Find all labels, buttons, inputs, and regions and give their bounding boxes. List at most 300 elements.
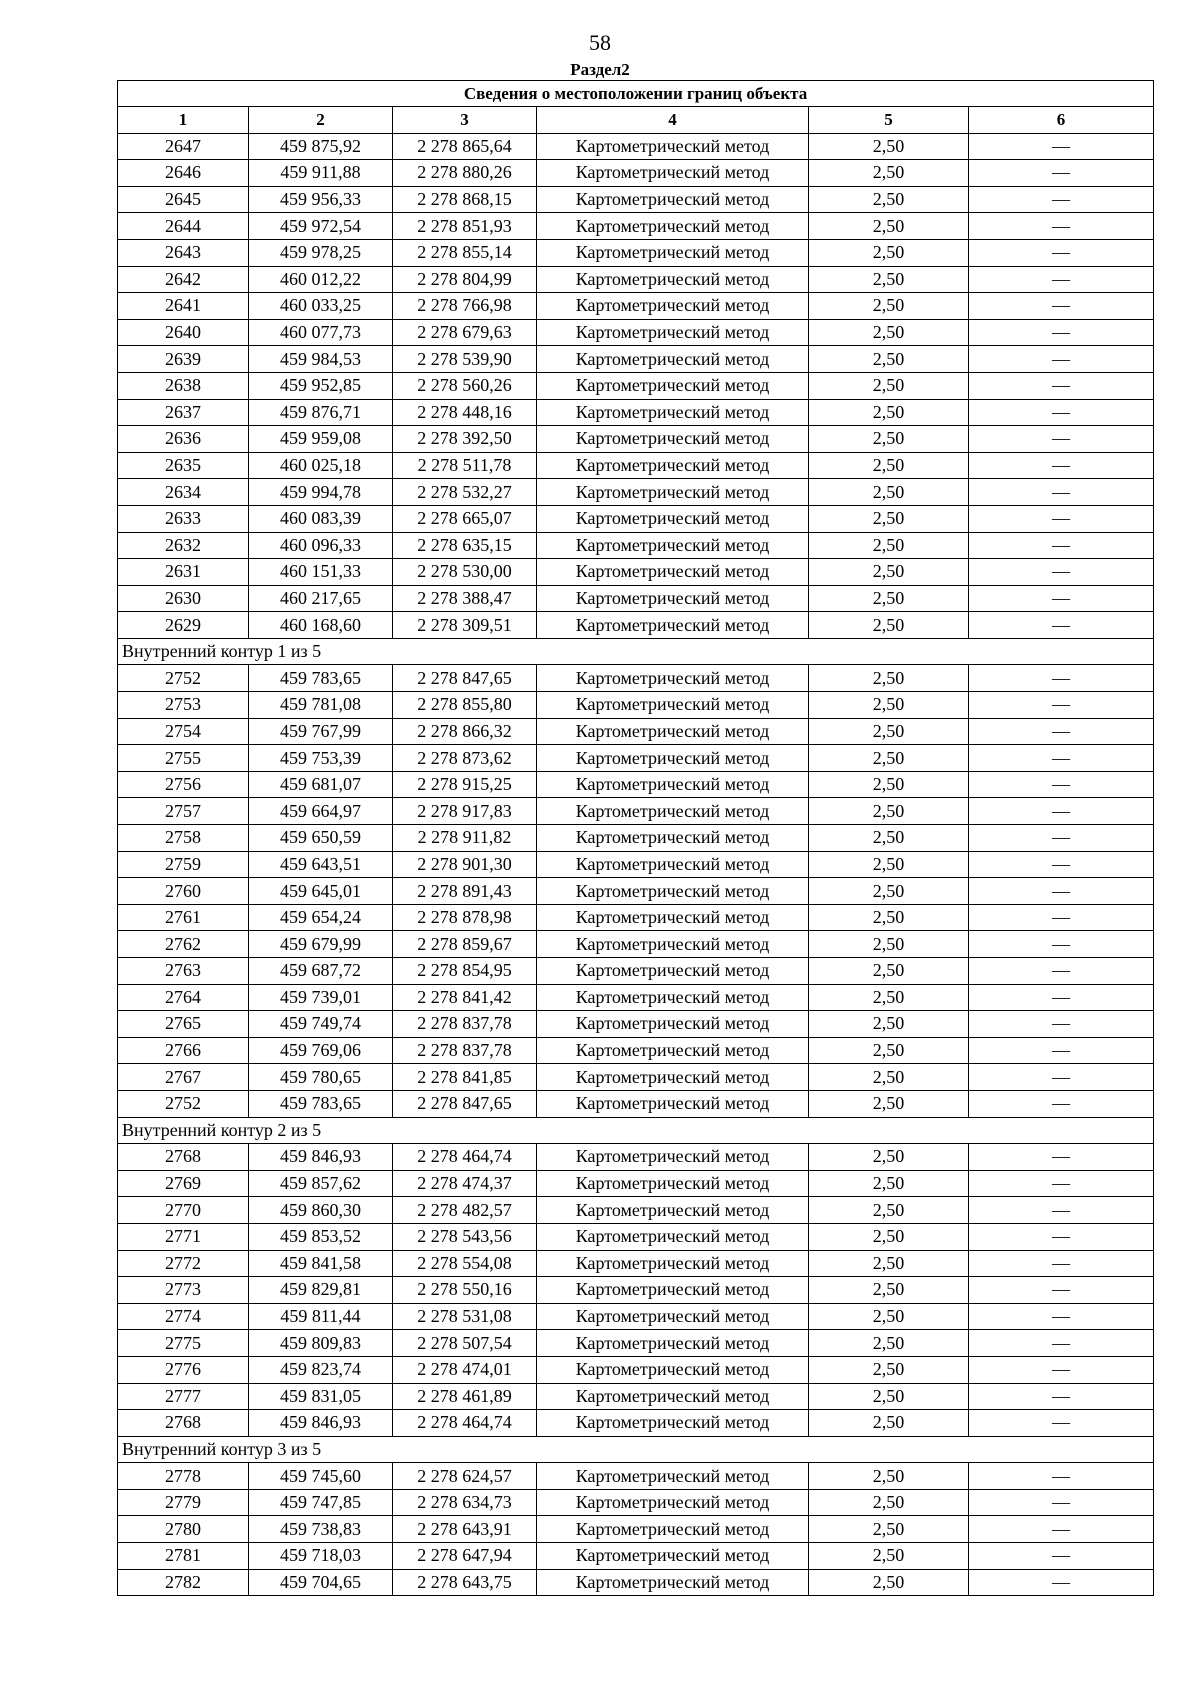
table-row [118,878,1154,905]
description-cell: — [969,825,1154,852]
y-coordinate-cell: 2 278 482,57 [393,1197,537,1224]
table-row [118,771,1154,798]
method-cell: Картометрический метод [537,1170,809,1197]
point-number-cell: 2777 [118,1383,249,1410]
y-coordinate-cell: 2 278 841,42 [393,984,537,1011]
y-coordinate-cell: 2 278 560,26 [393,372,537,399]
table-row [118,745,1154,772]
accuracy-cell: 2,50 [809,984,969,1011]
method-cell: Картометрический метод [537,1516,809,1543]
x-coordinate-cell: 459 857,62 [249,1170,393,1197]
y-coordinate-cell: 2 278 643,75 [393,1569,537,1596]
y-coordinate-cell: 2 278 766,98 [393,293,537,320]
accuracy-cell: 2,50 [809,1250,969,1277]
x-coordinate-cell: 459 952,85 [249,372,393,399]
method-cell: Картометрический метод [537,559,809,586]
y-coordinate-cell: 2 278 851,93 [393,213,537,240]
accuracy-cell: 2,50 [809,319,969,346]
table-row [118,372,1154,399]
point-number-cell: 2766 [118,1037,249,1064]
contour-header-row [118,1117,1154,1144]
accuracy-cell: 2,50 [809,585,969,612]
accuracy-cell: 2,50 [809,825,969,852]
y-coordinate-cell: 2 278 647,94 [393,1543,537,1570]
x-coordinate-cell: 459 829,81 [249,1277,393,1304]
description-cell: — [969,692,1154,719]
accuracy-cell: 2,50 [809,878,969,905]
x-coordinate-cell: 459 767,99 [249,718,393,745]
point-number-cell: 2629 [118,612,249,639]
description-cell: — [969,1197,1154,1224]
method-cell: Картометрический метод [537,133,809,160]
accuracy-cell: 2,50 [809,293,969,320]
accuracy-cell: 2,50 [809,1090,969,1117]
method-cell: Картометрический метод [537,612,809,639]
table-row [118,399,1154,426]
boundary-coordinates-table [117,80,1154,1596]
method-cell: Картометрический метод [537,239,809,266]
x-coordinate-cell: 459 841,58 [249,1250,393,1277]
accuracy-cell: 2,50 [809,1303,969,1330]
description-cell: — [969,213,1154,240]
contour-label: Внутренний контур 1 из 5 [118,638,1154,665]
table-row [118,798,1154,825]
x-coordinate-cell: 459 875,92 [249,133,393,160]
x-coordinate-cell: 459 650,59 [249,825,393,852]
description-cell: — [969,1064,1154,1091]
accuracy-cell: 2,50 [809,160,969,187]
accuracy-cell: 2,50 [809,931,969,958]
description-cell: — [969,612,1154,639]
x-coordinate-cell: 459 747,85 [249,1489,393,1516]
accuracy-cell: 2,50 [809,186,969,213]
description-cell: — [969,160,1154,187]
description-cell: — [969,559,1154,586]
y-coordinate-cell: 2 278 624,57 [393,1463,537,1490]
table-row [118,1144,1154,1171]
y-coordinate-cell: 2 278 847,65 [393,1090,537,1117]
point-number-cell: 2759 [118,851,249,878]
accuracy-cell: 2,50 [809,239,969,266]
description-cell: — [969,1223,1154,1250]
table-row [118,239,1154,266]
y-coordinate-cell: 2 278 543,56 [393,1223,537,1250]
method-cell: Картометрический метод [537,878,809,905]
description-cell: — [969,984,1154,1011]
column-number: 4 [537,107,809,134]
method-cell: Картометрический метод [537,479,809,506]
table-row [118,213,1154,240]
y-coordinate-cell: 2 278 531,08 [393,1303,537,1330]
x-coordinate-cell: 459 860,30 [249,1197,393,1224]
x-coordinate-cell: 459 687,72 [249,958,393,985]
column-number: 1 [118,107,249,134]
description-cell: — [969,1277,1154,1304]
table-row [118,1037,1154,1064]
point-number-cell: 2768 [118,1410,249,1437]
column-number: 2 [249,107,393,134]
y-coordinate-cell: 2 278 507,54 [393,1330,537,1357]
method-cell: Картометрический метод [537,1011,809,1038]
method-cell: Картометрический метод [537,1064,809,1091]
x-coordinate-cell: 459 738,83 [249,1516,393,1543]
accuracy-cell: 2,50 [809,1330,969,1357]
description-cell: — [969,1303,1154,1330]
x-coordinate-cell: 459 831,05 [249,1383,393,1410]
description-cell: — [969,1569,1154,1596]
method-cell: Картометрический метод [537,1356,809,1383]
description-cell: — [969,1037,1154,1064]
x-coordinate-cell: 459 679,99 [249,931,393,958]
x-coordinate-cell: 460 012,22 [249,266,393,293]
x-coordinate-cell: 459 972,54 [249,213,393,240]
description-cell: — [969,452,1154,479]
accuracy-cell: 2,50 [809,1463,969,1490]
description-cell: — [969,958,1154,985]
y-coordinate-cell: 2 278 679,63 [393,319,537,346]
y-coordinate-cell: 2 278 474,37 [393,1170,537,1197]
point-number-cell: 2764 [118,984,249,1011]
point-number-cell: 2782 [118,1569,249,1596]
y-coordinate-cell: 2 278 859,67 [393,931,537,958]
accuracy-cell: 2,50 [809,745,969,772]
y-coordinate-cell: 2 278 847,65 [393,665,537,692]
point-number-cell: 2776 [118,1356,249,1383]
y-coordinate-cell: 2 278 868,15 [393,186,537,213]
table-caption: Сведения о местоположении границ объекта [118,81,1154,107]
accuracy-cell: 2,50 [809,718,969,745]
description-cell: — [969,372,1154,399]
method-cell: Картометрический метод [537,771,809,798]
description-cell: — [969,399,1154,426]
point-number-cell: 2632 [118,532,249,559]
x-coordinate-cell: 459 811,44 [249,1303,393,1330]
table-row [118,532,1154,559]
column-number: 3 [393,107,537,134]
method-cell: Картометрический метод [537,1037,809,1064]
description-cell: — [969,479,1154,506]
description-cell: — [969,585,1154,612]
point-number-cell: 2760 [118,878,249,905]
point-number-cell: 2778 [118,1463,249,1490]
point-number-cell: 2639 [118,346,249,373]
x-coordinate-cell: 459 823,74 [249,1356,393,1383]
description-cell: — [969,1356,1154,1383]
x-coordinate-cell: 459 978,25 [249,239,393,266]
point-number-cell: 2647 [118,133,249,160]
table-row [118,825,1154,852]
accuracy-cell: 2,50 [809,213,969,240]
section-title: Раздел2 [570,60,630,79]
y-coordinate-cell: 2 278 554,08 [393,1250,537,1277]
table-row [118,1410,1154,1437]
y-coordinate-cell: 2 278 634,73 [393,1489,537,1516]
point-number-cell: 2770 [118,1197,249,1224]
y-coordinate-cell: 2 278 854,95 [393,958,537,985]
table-row [118,665,1154,692]
table-row [118,612,1154,639]
y-coordinate-cell: 2 278 873,62 [393,745,537,772]
point-number-cell: 2754 [118,718,249,745]
table-row [118,319,1154,346]
point-number-cell: 2646 [118,160,249,187]
accuracy-cell: 2,50 [809,426,969,453]
table-row [118,904,1154,931]
accuracy-cell: 2,50 [809,479,969,506]
y-coordinate-cell: 2 278 891,43 [393,878,537,905]
contour-header-row [118,638,1154,665]
contour-header-row [118,1436,1154,1463]
column-number: 5 [809,107,969,134]
method-cell: Картометрический метод [537,1410,809,1437]
method-cell: Картометрический метод [537,452,809,479]
table-row [118,1463,1154,1490]
point-number-cell: 2763 [118,958,249,985]
point-number-cell: 2768 [118,1144,249,1171]
method-cell: Картометрический метод [537,958,809,985]
method-cell: Картометрический метод [537,585,809,612]
x-coordinate-cell: 459 664,97 [249,798,393,825]
x-coordinate-cell: 459 745,60 [249,1463,393,1490]
point-number-cell: 2769 [118,1170,249,1197]
accuracy-cell: 2,50 [809,1170,969,1197]
x-coordinate-cell: 460 217,65 [249,585,393,612]
table-row [118,452,1154,479]
method-cell: Картометрический метод [537,1090,809,1117]
description-cell: — [969,239,1154,266]
accuracy-cell: 2,50 [809,1223,969,1250]
y-coordinate-cell: 2 278 855,14 [393,239,537,266]
method-cell: Картометрический метод [537,1144,809,1171]
method-cell: Картометрический метод [537,293,809,320]
y-coordinate-cell: 2 278 901,30 [393,851,537,878]
accuracy-cell: 2,50 [809,1011,969,1038]
x-coordinate-cell: 459 876,71 [249,399,393,426]
table-row [118,186,1154,213]
x-coordinate-cell: 459 994,78 [249,479,393,506]
x-coordinate-cell: 459 739,01 [249,984,393,1011]
y-coordinate-cell: 2 278 464,74 [393,1410,537,1437]
accuracy-cell: 2,50 [809,1277,969,1304]
method-cell: Картометрический метод [537,1383,809,1410]
method-cell: Картометрический метод [537,798,809,825]
method-cell: Картометрический метод [537,1463,809,1490]
table-row [118,160,1154,187]
column-number: 6 [969,107,1154,134]
y-coordinate-cell: 2 278 880,26 [393,160,537,187]
point-number-cell: 2765 [118,1011,249,1038]
point-number-cell: 2755 [118,745,249,772]
method-cell: Картометрический метод [537,505,809,532]
point-number-cell: 2781 [118,1543,249,1570]
accuracy-cell: 2,50 [809,851,969,878]
x-coordinate-cell: 459 984,53 [249,346,393,373]
y-coordinate-cell: 2 278 388,47 [393,585,537,612]
description-cell: — [969,851,1154,878]
x-coordinate-cell: 459 853,52 [249,1223,393,1250]
x-coordinate-cell: 459 654,24 [249,904,393,931]
method-cell: Картометрический метод [537,745,809,772]
point-number-cell: 2633 [118,505,249,532]
x-coordinate-cell: 459 681,07 [249,771,393,798]
x-coordinate-cell: 459 956,33 [249,186,393,213]
method-cell: Картометрический метод [537,319,809,346]
table-row [118,479,1154,506]
point-number-cell: 2630 [118,585,249,612]
y-coordinate-cell: 2 278 530,00 [393,559,537,586]
contour-label: Внутренний контур 3 из 5 [118,1436,1154,1463]
y-coordinate-cell: 2 278 878,98 [393,904,537,931]
table-row [118,133,1154,160]
point-number-cell: 2772 [118,1250,249,1277]
description-cell: — [969,1543,1154,1570]
method-cell: Картометрический метод [537,984,809,1011]
description-cell: — [969,1250,1154,1277]
point-number-cell: 2631 [118,559,249,586]
table-row [118,1543,1154,1570]
y-coordinate-cell: 2 278 917,83 [393,798,537,825]
y-coordinate-cell: 2 278 474,01 [393,1356,537,1383]
table-row [118,1356,1154,1383]
page-number: 58 [589,30,611,55]
y-coordinate-cell: 2 278 866,32 [393,718,537,745]
table-row [118,426,1154,453]
table-row [118,1011,1154,1038]
point-number-cell: 2758 [118,825,249,852]
x-coordinate-cell: 459 718,03 [249,1543,393,1570]
x-coordinate-cell: 460 096,33 [249,532,393,559]
accuracy-cell: 2,50 [809,1356,969,1383]
table-body [118,133,1154,1596]
y-coordinate-cell: 2 278 448,16 [393,399,537,426]
method-cell: Картометрический метод [537,186,809,213]
table-row [118,559,1154,586]
description-cell: — [969,133,1154,160]
description-cell: — [969,718,1154,745]
table-row [118,958,1154,985]
accuracy-cell: 2,50 [809,692,969,719]
description-cell: — [969,1410,1154,1437]
method-cell: Картометрический метод [537,426,809,453]
description-cell: — [969,1170,1154,1197]
point-number-cell: 2761 [118,904,249,931]
description-cell: — [969,904,1154,931]
method-cell: Картометрический метод [537,1223,809,1250]
description-cell: — [969,1330,1154,1357]
description-cell: — [969,319,1154,346]
y-coordinate-cell: 2 278 539,90 [393,346,537,373]
point-number-cell: 2756 [118,771,249,798]
method-cell: Картометрический метод [537,346,809,373]
method-cell: Картометрический метод [537,692,809,719]
table-row [118,1383,1154,1410]
y-coordinate-cell: 2 278 855,80 [393,692,537,719]
table-row [118,1250,1154,1277]
x-coordinate-cell: 459 846,93 [249,1410,393,1437]
point-number-cell: 2771 [118,1223,249,1250]
point-number-cell: 2638 [118,372,249,399]
accuracy-cell: 2,50 [809,904,969,931]
point-number-cell: 2641 [118,293,249,320]
accuracy-cell: 2,50 [809,1489,969,1516]
accuracy-cell: 2,50 [809,1410,969,1437]
accuracy-cell: 2,50 [809,532,969,559]
description-cell: — [969,1516,1154,1543]
method-cell: Картометрический метод [537,1543,809,1570]
description-cell: — [969,293,1154,320]
x-coordinate-cell: 459 783,65 [249,665,393,692]
point-number-cell: 2643 [118,239,249,266]
description-cell: — [969,505,1154,532]
method-cell: Картометрический метод [537,1277,809,1304]
method-cell: Картометрический метод [537,1330,809,1357]
method-cell: Картометрический метод [537,1250,809,1277]
description-cell: — [969,1489,1154,1516]
y-coordinate-cell: 2 278 511,78 [393,452,537,479]
accuracy-cell: 2,50 [809,798,969,825]
y-coordinate-cell: 2 278 837,78 [393,1037,537,1064]
x-coordinate-cell: 459 911,88 [249,160,393,187]
point-number-cell: 2640 [118,319,249,346]
table-row [118,1516,1154,1543]
accuracy-cell: 2,50 [809,399,969,426]
description-cell: — [969,1011,1154,1038]
x-coordinate-cell: 459 780,65 [249,1064,393,1091]
method-cell: Картометрический метод [537,1569,809,1596]
accuracy-cell: 2,50 [809,372,969,399]
x-coordinate-cell: 460 168,60 [249,612,393,639]
table-row [118,692,1154,719]
method-cell: Картометрический метод [537,372,809,399]
x-coordinate-cell: 459 749,74 [249,1011,393,1038]
y-coordinate-cell: 2 278 804,99 [393,266,537,293]
y-coordinate-cell: 2 278 461,89 [393,1383,537,1410]
y-coordinate-cell: 2 278 550,16 [393,1277,537,1304]
accuracy-cell: 2,50 [809,1144,969,1171]
point-number-cell: 2645 [118,186,249,213]
y-coordinate-cell: 2 278 665,07 [393,505,537,532]
description-cell: — [969,1144,1154,1171]
method-cell: Картометрический метод [537,1197,809,1224]
table-row [118,1569,1154,1596]
x-coordinate-cell: 459 753,39 [249,745,393,772]
table-row [118,1170,1154,1197]
description-cell: — [969,532,1154,559]
x-coordinate-cell: 459 643,51 [249,851,393,878]
y-coordinate-cell: 2 278 865,64 [393,133,537,160]
table-row [118,346,1154,373]
accuracy-cell: 2,50 [809,266,969,293]
accuracy-cell: 2,50 [809,346,969,373]
x-coordinate-cell: 459 959,08 [249,426,393,453]
accuracy-cell: 2,50 [809,1516,969,1543]
x-coordinate-cell: 459 783,65 [249,1090,393,1117]
description-cell: — [969,1463,1154,1490]
accuracy-cell: 2,50 [809,452,969,479]
accuracy-cell: 2,50 [809,1383,969,1410]
table-row [118,1223,1154,1250]
method-cell: Картометрический метод [537,665,809,692]
point-number-cell: 2644 [118,213,249,240]
accuracy-cell: 2,50 [809,665,969,692]
y-coordinate-cell: 2 278 635,15 [393,532,537,559]
description-cell: — [969,798,1154,825]
point-number-cell: 2752 [118,1090,249,1117]
table-row [118,1489,1154,1516]
accuracy-cell: 2,50 [809,505,969,532]
x-coordinate-cell: 459 645,01 [249,878,393,905]
table-row [118,1197,1154,1224]
